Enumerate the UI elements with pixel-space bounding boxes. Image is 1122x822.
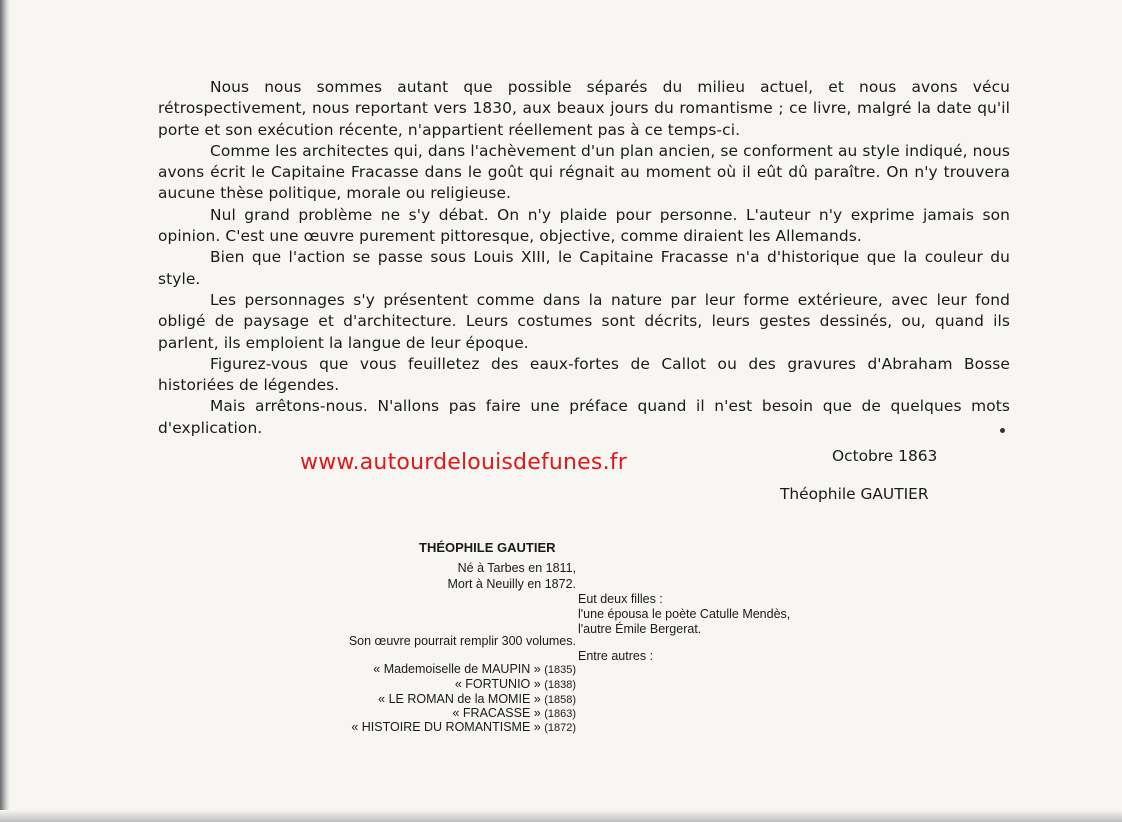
bio-work-item (326, 692, 576, 706)
bio-work-item (326, 662, 576, 676)
bio-work-item (326, 706, 576, 720)
work-year: (1858) (544, 694, 576, 706)
work-title: « LE ROMAN de la MOMIE » (378, 692, 541, 706)
preface-paragraph-5: Les personnages s'y présentent comme dans la nature par leur forme extérieure, avec leur fond obligé de paysage et d'architecture. Leurs costumes sont décrits, leurs gestes dessinés, ou, quand ils parlent, ils emploient la langue de leur époque. (158, 290, 1010, 352)
preface-date: Octobre 1863 (832, 447, 938, 465)
page-edge-bottom (0, 810, 1122, 822)
preface-paragraph-7: Mais arrêtons-nous. N'allons pas faire une préface quand il n'est besoin que de quelques mots d'explication. (158, 397, 1010, 437)
bio-works-intro: Entre autres : (578, 649, 654, 663)
bio-died: Mort à Neuilly en 1872. (447, 577, 576, 591)
work-year: (1863) (544, 708, 576, 720)
work-year: (1835) (544, 664, 576, 676)
work-year: (1838) (544, 679, 576, 691)
preface-paragraph-2: Comme les architectes qui, dans l'achèvement d'un plan ancien, se conforment au style indiqué, nous avons écrit le Capitaine Fracasse dans le goût qui régnait au moment où il eût dû paraître. On n'y trouvera aucune thèse politique, morale ou religieuse. (158, 141, 1010, 203)
preface-text (158, 77, 1010, 439)
bio-daughters-intro: Eut deux filles : (578, 592, 663, 606)
page-edge-left (0, 0, 10, 822)
preface-paragraph-4: Bien que l'action se passe sous Louis XIII, le Capitaine Fracasse n'a d'historique que la couleur du style. (158, 248, 1010, 288)
work-year: (1872) (544, 722, 576, 734)
preface-paragraph-1: Nous nous sommes autant que possible séparés du milieu actuel, et nous avons vécu rétrospectivement, nous reportant vers 1830, aux beaux jours du romantisme ; ce livre, malgré la date qu'il porte et son exécution récente, n'appartient réellement pas à ce temps-ci. (158, 78, 1010, 139)
bio-work-item (326, 720, 576, 734)
watermark-url[interactable]: www.autourdelouisdefunes.fr (300, 450, 627, 475)
preface-paragraph-3: Nul grand problème ne s'y débat. On n'y plaide pour personne. L'auteur n'y exprime jamais son opinion. C'est une œuvre purement pittoresque, objective, comme diraient les Allemands. (158, 205, 1010, 246)
work-title: « FORTUNIO » (454, 677, 541, 691)
work-title: « FRACASSE » (452, 706, 541, 720)
bio-daughter-1: l'une épousa le poète Catulle Mendès, (578, 607, 791, 621)
preface-signature: Théophile GAUTIER (780, 485, 929, 503)
bio-title: THÉOPHILE GAUTIER (419, 540, 556, 555)
bio-oeuvre: Son œuvre pourrait remplir 300 volumes. (348, 634, 576, 648)
bio-daughter-2: l'autre Émile Bergerat. (578, 622, 702, 636)
work-title: « Mademoiselle de MAUPIN » (373, 662, 541, 676)
bio-born: Né à Tarbes en 1811, (457, 561, 576, 575)
ink-dot (1000, 428, 1005, 433)
preface-paragraph-6: Figurez-vous que vous feuilletez des eaux-fortes de Callot ou des gravures d'Abraham Bosse historiées de légendes. (158, 354, 1010, 395)
bio-work-item (326, 677, 576, 691)
work-title: « HISTOIRE DU ROMANTISME » (351, 720, 541, 734)
